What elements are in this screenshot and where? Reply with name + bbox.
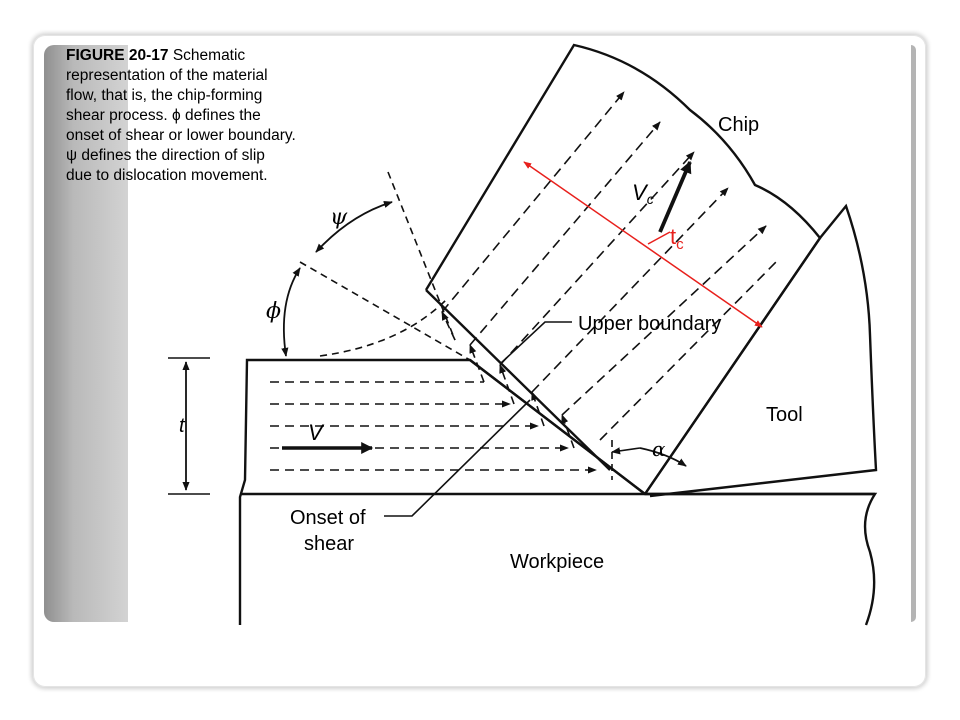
tool-label: Tool bbox=[766, 404, 803, 426]
phi-curve bbox=[320, 300, 446, 356]
chip-flow-lines bbox=[442, 92, 780, 440]
chip-thickness-leader bbox=[648, 232, 670, 244]
onset-of-shear-label-line2: shear bbox=[304, 533, 355, 555]
caption-line-6: ψ defines the direction of slip bbox=[66, 147, 265, 164]
chip-velocity-subscript: c bbox=[646, 191, 654, 207]
caption-line-7: due to dislocation movement. bbox=[66, 167, 268, 184]
chip-thickness-label bbox=[670, 224, 684, 253]
phi-label: ϕ bbox=[266, 299, 281, 324]
onset-of-shear-leader bbox=[384, 400, 530, 516]
caption-line-1-text: Schematic bbox=[168, 47, 246, 64]
chip-thickness-main: t bbox=[670, 224, 677, 249]
shear-zone-flow-lines bbox=[442, 312, 574, 448]
thickness-label: t bbox=[179, 415, 185, 437]
chip-label: Chip bbox=[718, 114, 760, 136]
caption-line-4: shear process. ϕ defines the bbox=[66, 107, 261, 124]
upper-boundary-leader bbox=[500, 322, 572, 364]
figure-caption bbox=[66, 46, 366, 186]
upper-boundary-label: Upper boundary bbox=[578, 313, 722, 335]
figure-number: FIGURE 20-17 bbox=[66, 47, 169, 64]
caption-line-1 bbox=[66, 46, 366, 66]
psi-arc bbox=[316, 202, 392, 252]
caption-line-2: representation of the material bbox=[66, 67, 268, 84]
onset-of-shear-line bbox=[470, 360, 645, 494]
alpha-label: α bbox=[652, 437, 666, 461]
alpha-tick bbox=[612, 448, 640, 452]
chip-velocity-label bbox=[632, 180, 654, 207]
phi-arc bbox=[284, 268, 300, 356]
velocity-label: V bbox=[308, 420, 323, 445]
psi-label: ψ bbox=[330, 205, 348, 230]
chip-velocity-main: V bbox=[632, 180, 647, 205]
caption-line-3: flow, that is, the chip-forming bbox=[66, 87, 263, 104]
workpiece-outline bbox=[240, 360, 875, 625]
chip-thickness-subscript: c bbox=[676, 236, 684, 253]
workpiece-label: Workpiece bbox=[510, 551, 605, 573]
caption-line-5: onset of shear or lower boundary. bbox=[66, 127, 296, 144]
onset-of-shear-label-line1: Onset of bbox=[290, 507, 366, 529]
